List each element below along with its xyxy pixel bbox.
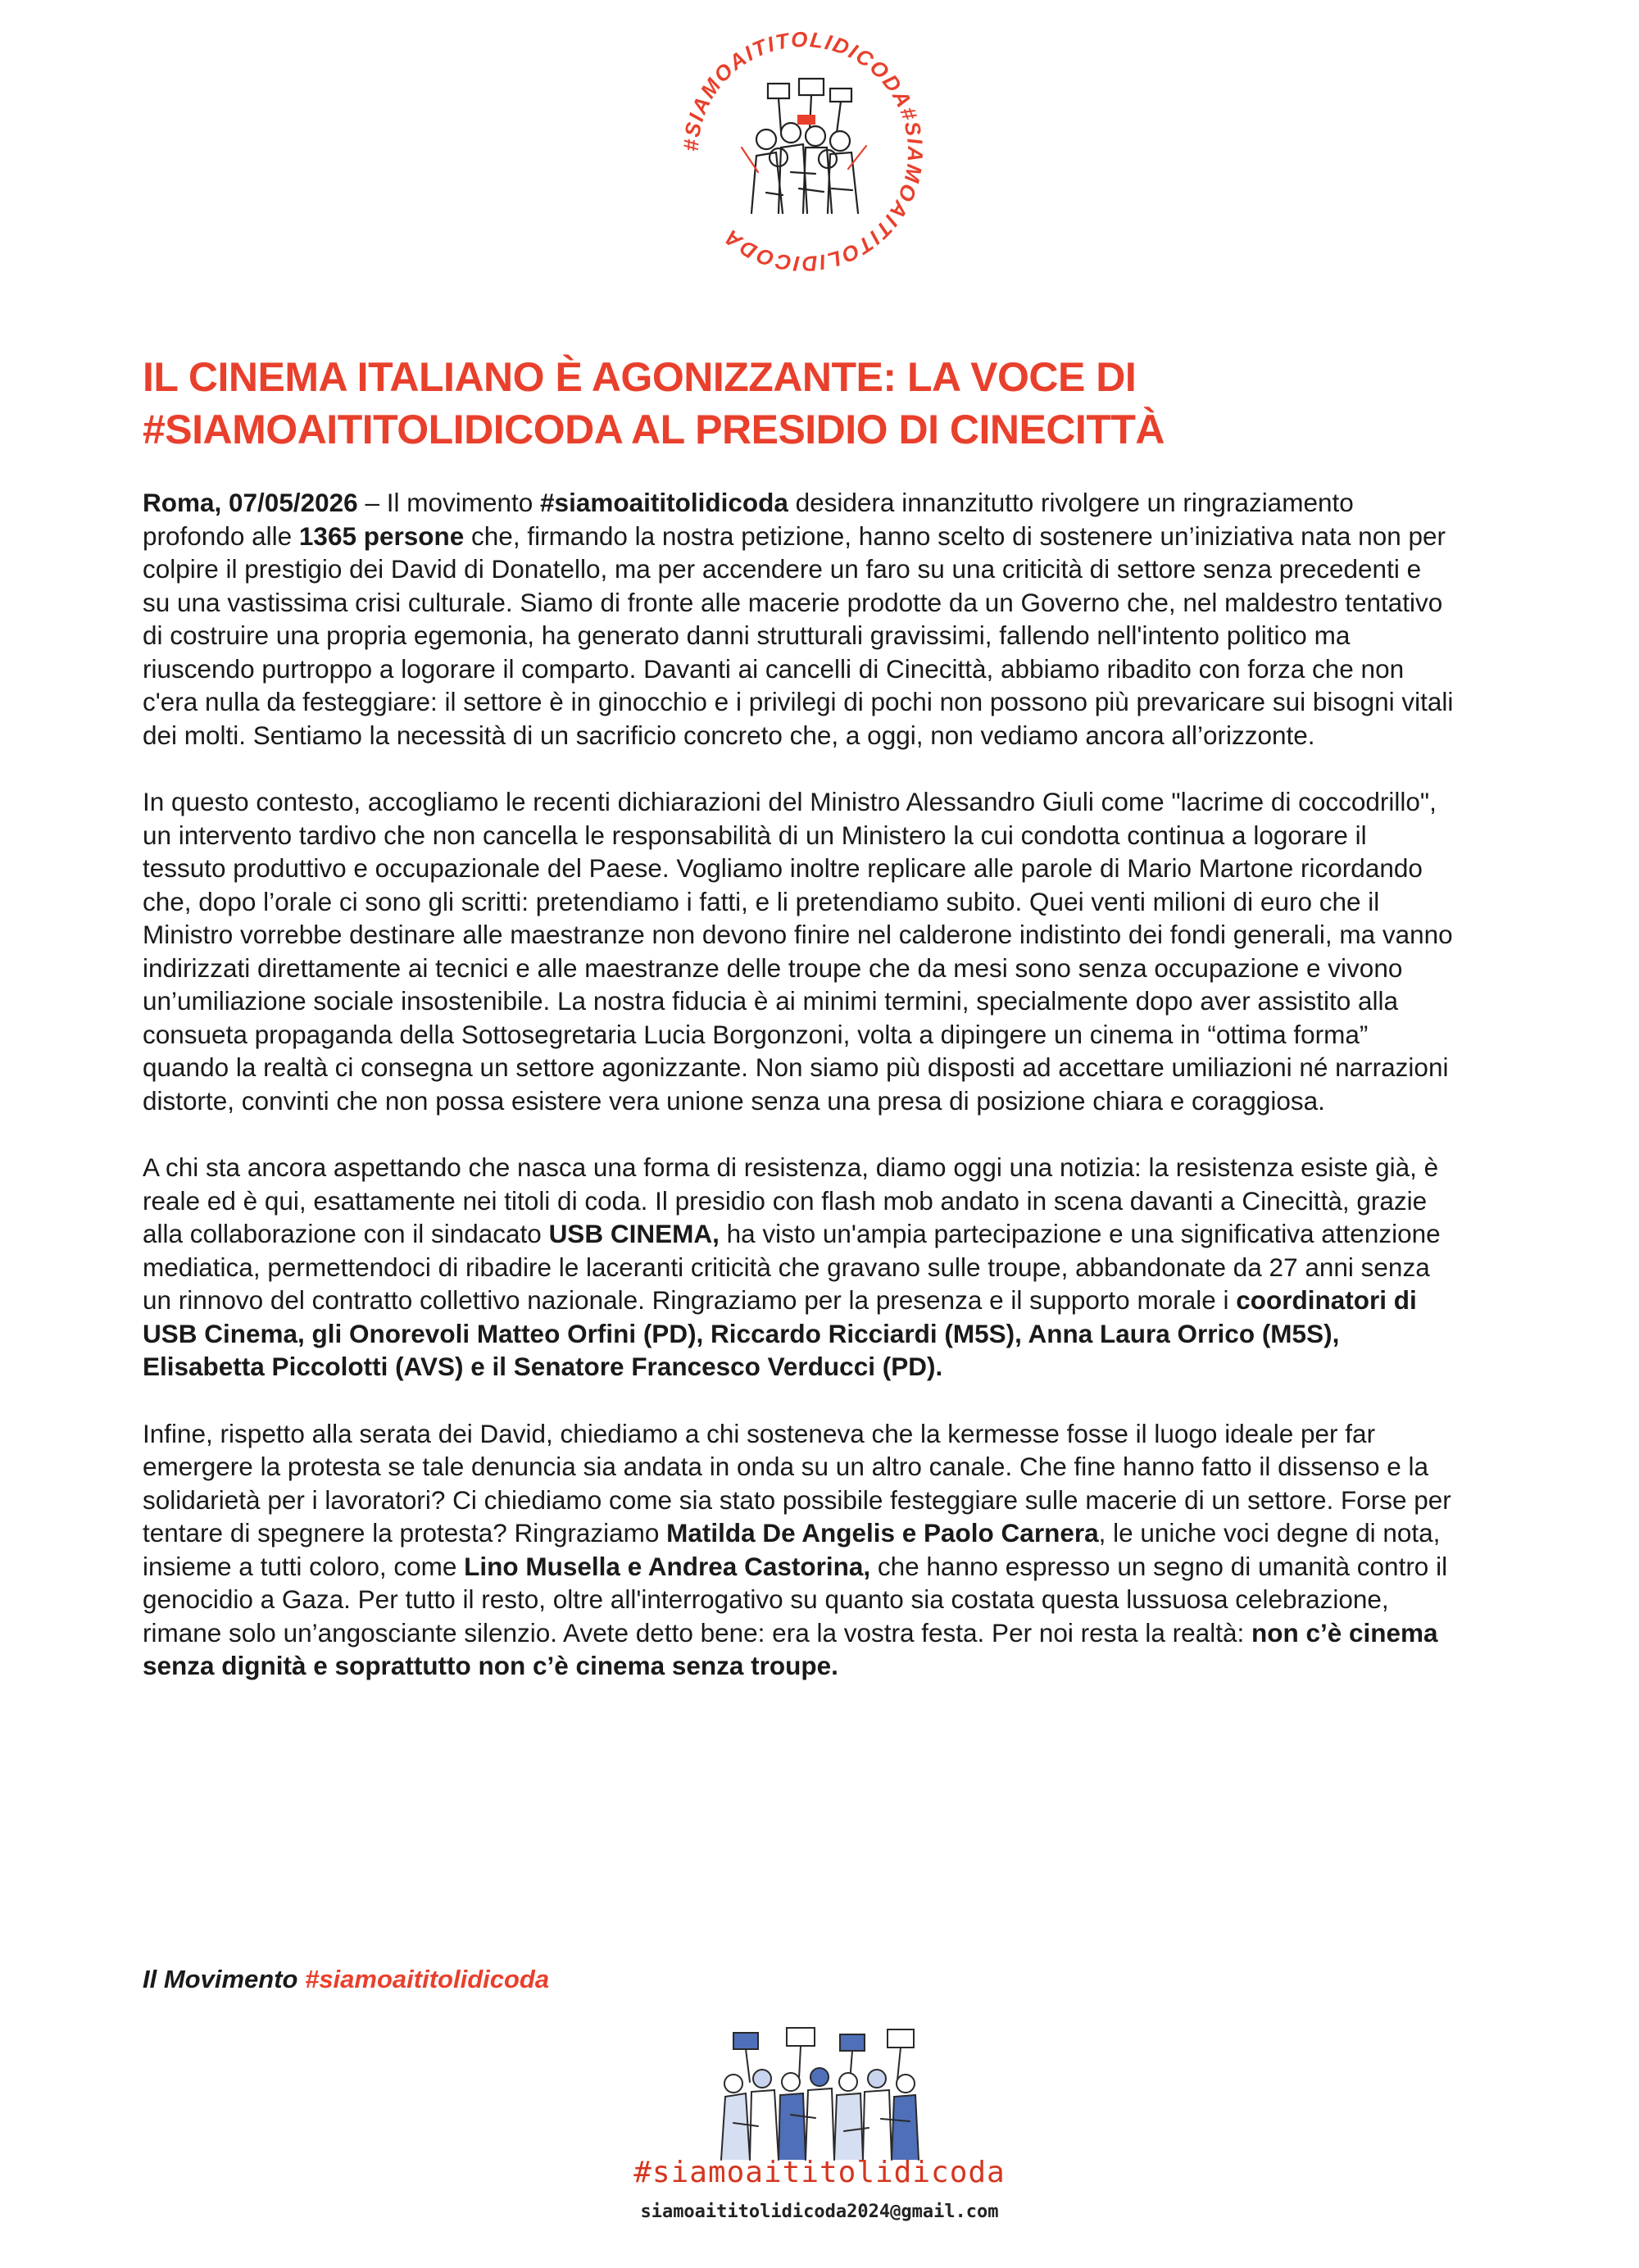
p3-text-2: ha visto un'ampia partecipazione e una significativa attenzione mediatica, permettendoci di ribadire le laceranti criticità che gravano sulle troupe, abbandonate da 27 anni senza un rinnovo del contratto collettivo nazionale. Ringraziamo per la presenza e il supporto morale i <box>143 1219 1441 1315</box>
crowd-protest-illustration <box>742 79 866 213</box>
p1-hashtag: #siamoaititolidicoda <box>540 488 788 517</box>
signature-hashtag: #siamoaititolidicoda <box>305 1965 550 1993</box>
signature-prefix: Il Movimento <box>143 1965 306 1993</box>
paragraph-4 <box>143 1417 1454 1683</box>
p1-text-3: che, firmando la nostra petizione, hanno scelto di sostenere un’iniziativa nata non per colpire il prestigio dei David di Donatello, ma per accendere un faro su una criticità di settore senza precedenti e su una vastissima crisi culturale. Siamo di fronte alle macerie prodotte da un Governo che, nel maldestro tentativo di costruire una propria egemonia, ha generato danni strutturali gravissimi, fallendo nell'intento politico ma riuscendo purtroppo a logorare il comparto. Davanti ai cancelli di Cinecittà, abbiamo ribadito con forza che non c'era nulla da festeggiare: il settore è in ginocchio e i privilegi di pochi non possono più prevaricare sui bisogni vitali dei molti. Sentiamo la necessità di un sacrificio concreto che, a oggi, non vediamo ancora all’orizzonte. <box>143 520 1454 750</box>
paragraph-1 <box>143 486 1454 752</box>
p4-text-1: Infine, rispetto alla serata dei David, chiediamo a chi sosteneva che la kermesse fosse il luogo ideale per far emergere la protesta se tale denuncia sia andata in onda su un altro canale. Che fine hanno fatto il dissenso e la solidarietà per i lavoratori? Ci chiediamo come sia stato possibile festeggiare sulle macerie di un settore. Forse per tentare di spegnere la protesta? Ringraziamo <box>143 1418 1451 1548</box>
p4-names-1: Matilda De Angelis e Paolo Carnera <box>666 1518 1099 1548</box>
p1-signatures-count: 1365 persone <box>298 520 465 551</box>
circular-logo <box>676 25 930 279</box>
p3-thanks-list: coordinatori di USB Cinema, gli Onorevoli Matteo Orfini (PD), Riccardo Ricciardi (M5S), Anna Laura Orrico (M5S), Elisabetta Piccolotti (AVS) e il Senatore Francesco Verducci (PD). <box>143 1285 1417 1381</box>
p1-text-2: desidera innanzitutto rivolgere un ringraziamento profondo alle <box>143 488 1354 551</box>
title-line-1: IL CINEMA ITALIANO È AGONIZZANTE: LA VOCE DI <box>143 354 1137 400</box>
body-text <box>143 486 1454 1716</box>
signature <box>143 1965 549 1994</box>
p4-text-3: che hanno espresso un segno di umanità contro il genocidio a Gaza. Per tutto il resto, oltre all'interrogativo su quanto sia costata questa lussuosa celebrazione, rimane solo un’angosciante silenzio. Avete detto bene: era la vostra festa. Per noi resta la realtà: <box>143 1551 1448 1648</box>
p3-usb-cinema: USB CINEMA, <box>548 1219 720 1248</box>
dateline: Roma, 07/05/2026 <box>143 488 358 517</box>
footer-email[interactable]: siamoaititolidicoda2024@gmail.com <box>640 2202 999 2222</box>
paragraph-3 <box>143 1151 1454 1384</box>
paragraph-2: In questo contesto, accogliamo le recenti dichiarazioni del Ministro Alessandro Giuli come "lacrime di coccodrillo", un intervento tardivo che non cancella le responsabilità di un Ministero la cui condotta continua a logorare il tessuto produttivo e occupazionale del Paese. Vogliamo inoltre replicare alle parole di Mario Martone ricordando che, dopo l’orale ci sono gli scritti: pretendiamo i fatti, e li pretendiamo subito. Quei venti milioni di euro che il Ministro vorrebbe destinare alle maestranze non devono finire nel calderone indistinto dei fondi generali, ma vanno indirizzati direttamente ai tecnici e alle maestranze delle troupe che da mesi sono senza occupazione e vivono un’umiliazione sociale insostenibile. La nostra fiducia è ai minimi termini, specialmente dopo aver assistito alla consueta propaganda della Sottosegretaria Lucia Borgonzoni, volta a dipingere un cinema in “ottima forma” quando la realtà ci consegna un settore agonizzante. Non siamo più disposti ad accettare umiliazioni né narrazioni distorte, convinti che non possa esistere vera unione senza una presa di posizione chiara e coraggiosa. <box>143 787 1453 1116</box>
p4-names-2: Lino Musella e Andrea Castorina, <box>464 1551 871 1581</box>
p4-closing-statement: non c’è cinema senza dignità e soprattutto non c’è cinema senza troupe. <box>143 1617 1438 1680</box>
p3-text-1: A chi sta ancora aspettando che nasca una forma di resistenza, diamo oggi una notizia: la resistenza esiste già, è reale ed è qui, esattamente nei titoli di coda. Il presidio con flash mob andato in scena davanti a Cinecittà, grazie alla collaborazione con il sindacato <box>143 1152 1439 1248</box>
logo-ring-text: #SIAMOAITITOLIDICODA#SIAMOAITITOLIDICODA <box>678 26 928 277</box>
p1-text-1: – Il movimento <box>357 488 541 517</box>
footer-hashtag: #siamoaititolidicoda <box>633 2156 1006 2189</box>
title-line-2: #SIAMOAITITOLIDICODA AL PRESIDIO DI CINECITTÀ <box>143 407 1165 452</box>
p4-text-2: , le uniche voci degne di nota, insieme a tutti coloro, come <box>143 1518 1441 1581</box>
page-title <box>143 351 1519 456</box>
bottom-crowd-illustration <box>701 2025 938 2164</box>
